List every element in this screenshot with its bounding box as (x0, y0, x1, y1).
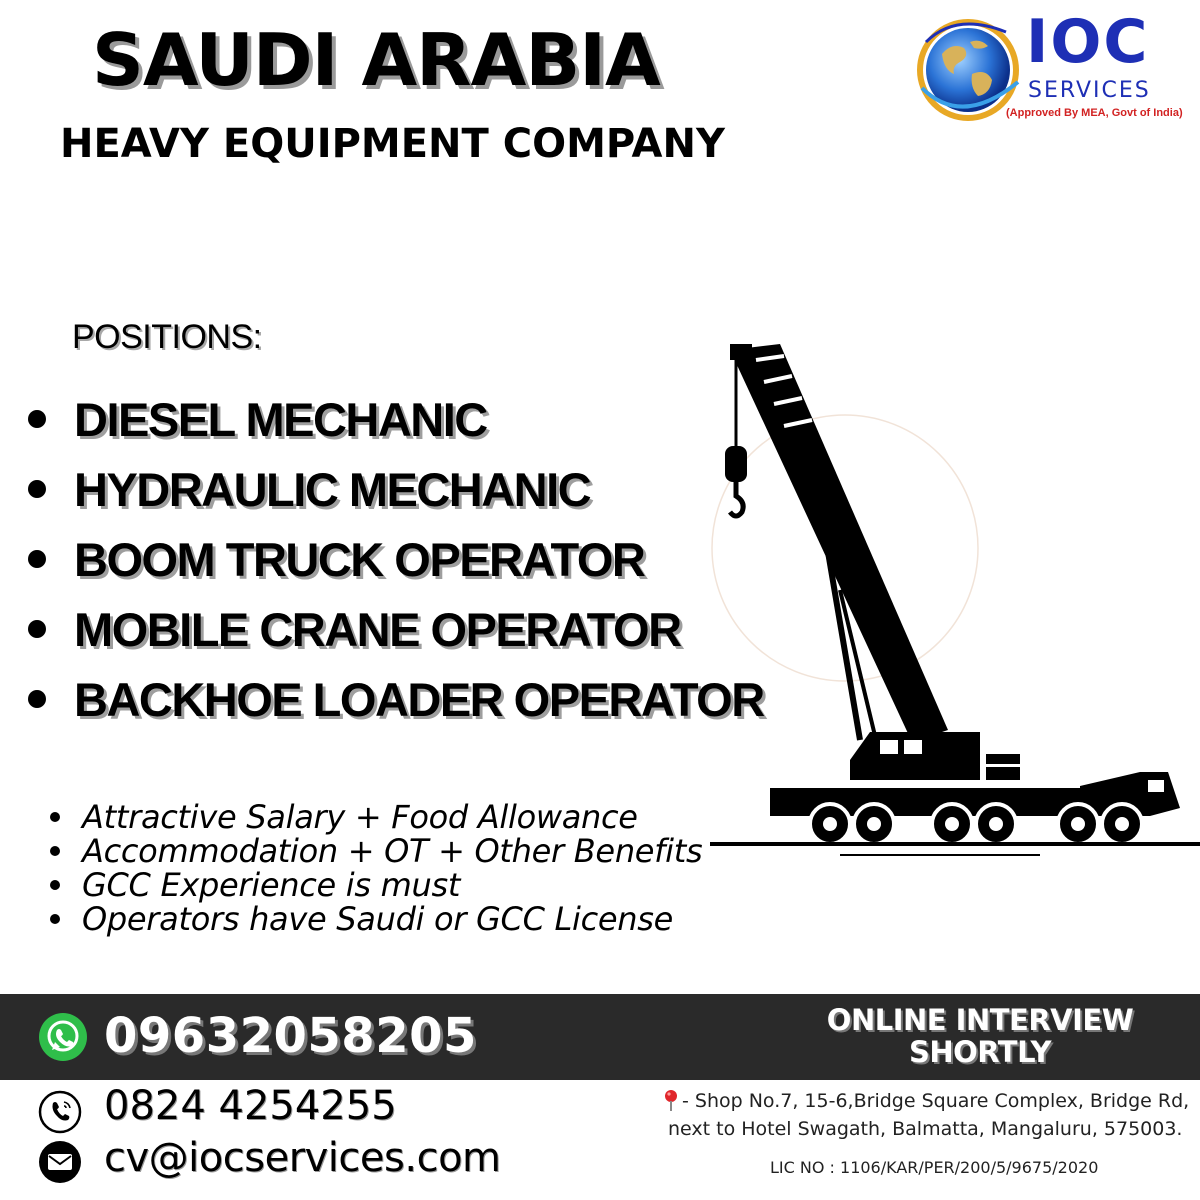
position-label: BOOM TRUCK OPERATOR (74, 532, 645, 586)
address-line-1: - Shop No.7, 15-6,Bridge Square Complex, Bridge Rd, (682, 1090, 1190, 1112)
interview-notice (790, 1004, 1170, 1068)
position-label: MOBILE CRANE OPERATOR (74, 602, 681, 656)
bullet-icon (50, 846, 60, 856)
benefit-label: Operators have Saudi or GCC License (82, 900, 674, 938)
mobile-crane-icon (700, 330, 1200, 870)
logo-wordmark: IOC (1026, 7, 1150, 77)
position-item (28, 454, 764, 524)
office-phone-number[interactable]: 0824 4254255 (104, 1083, 397, 1129)
email-address[interactable]: cv@iocservices.com (104, 1135, 501, 1181)
bullet-icon (28, 690, 46, 708)
position-label: BACKHOE LOADER OPERATOR (74, 672, 764, 726)
whatsapp-phone-number[interactable]: 09632058205 (104, 1008, 477, 1064)
position-item (28, 594, 764, 664)
position-item (28, 524, 764, 594)
bullet-icon (28, 620, 46, 638)
bullet-icon (28, 550, 46, 568)
bullet-icon (28, 480, 46, 498)
position-label: DIESEL MECHANIC (74, 392, 487, 446)
positions-heading: POSITIONS: (72, 318, 262, 356)
mail-icon (38, 1140, 82, 1184)
benefit-label: Accommodation + OT + Other Benefits (82, 832, 703, 870)
address-line-2: next to Hotel Swagath, Balmatta, Mangaluru, 575003. (668, 1118, 1183, 1140)
bullet-icon (50, 914, 60, 924)
whatsapp-icon[interactable] (38, 1012, 88, 1062)
bullet-icon (50, 812, 60, 822)
company-subtitle: HEAVY EQUIPMENT COMPANY (60, 121, 725, 167)
benefit-item (50, 902, 702, 936)
bullet-icon (50, 880, 60, 890)
benefit-label: GCC Experience is must (82, 866, 461, 904)
position-item (28, 664, 764, 734)
phone-icon (38, 1090, 82, 1134)
position-item (28, 384, 764, 454)
benefit-item (50, 868, 702, 902)
benefit-label: Attractive Salary + Food Allowance (82, 798, 638, 836)
position-label: HYDRAULIC MECHANIC (74, 462, 591, 516)
positions-list (28, 384, 764, 734)
logo-tagline: (Approved By MEA, Govt of India) (1006, 107, 1183, 119)
license-number: LIC NO : 1106/KAR/PER/200/5/9675/2020 (770, 1158, 1099, 1177)
logo-subtitle: SERVICES (1028, 78, 1151, 103)
bullet-icon (28, 410, 46, 428)
interview-line-2: SHORTLY (908, 1035, 1052, 1069)
benefit-item (50, 800, 702, 834)
interview-line-1: ONLINE INTERVIEW (826, 1003, 1134, 1037)
location-pin-icon (664, 1090, 678, 1112)
country-title: SAUDI ARABIA (92, 18, 660, 102)
benefits-list (50, 800, 702, 936)
benefit-item (50, 834, 702, 868)
